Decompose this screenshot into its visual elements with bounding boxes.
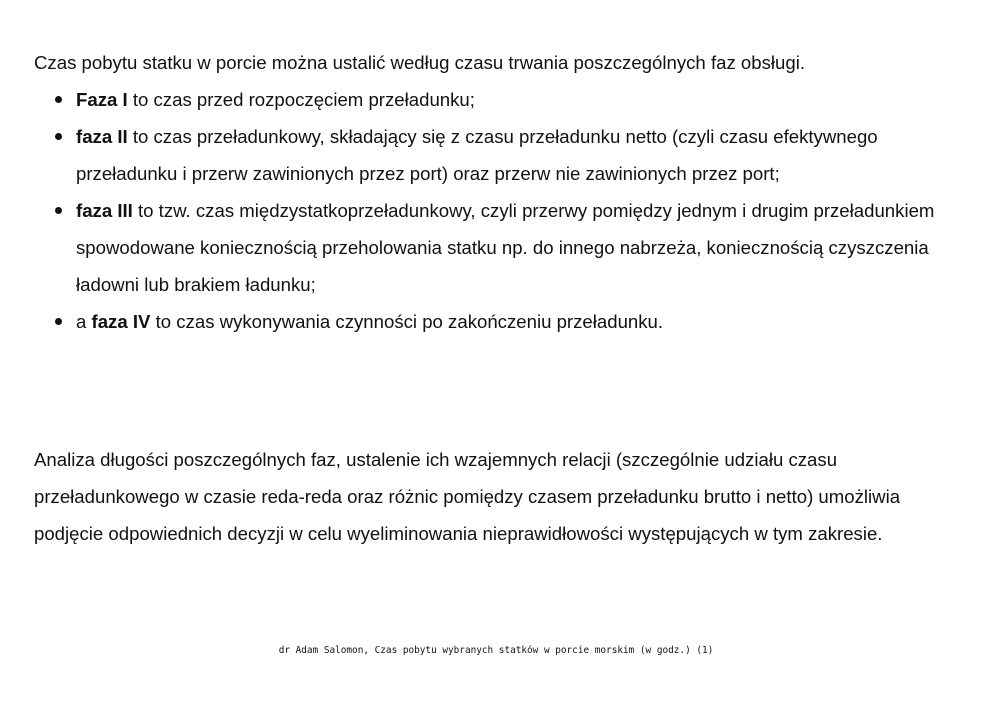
- phase-item-2: [34, 118, 954, 192]
- bullet-icon: [55, 207, 62, 214]
- phase-list: [34, 81, 954, 340]
- analysis-paragraph: Analiza długości poszczególnych faz, ustalenie ich wzajemnych relacji (szczególnie udziału czasu przeładunkowego w czasie reda-reda oraz różnic pomiędzy czasem przeładunku brutto i netto) umożliwia podjęcie odpowiednich decyzji w celu wyeliminowania nieprawidłowości występujących w tym zakresie.: [34, 449, 901, 544]
- phase-prefix: a: [76, 311, 92, 332]
- phase-description: to tzw. czas międzystatkoprzeładunkowy, czyli przerwy pomiędzy jednym i drugim przeładunkiem spowodowane koniecznością przeholowania statku np. do innego nabrzeża, koniecznością czyszczenia ładowni lub brakiem ładunku;: [76, 200, 935, 295]
- phase-item-4: [34, 303, 954, 340]
- phase-description: to czas wykonywania czynności po zakończeniu przeładunku.: [150, 311, 664, 332]
- bullet-icon: [55, 96, 62, 103]
- phase-term: Faza I: [76, 89, 128, 110]
- source-footer: dr Adam Salomon, Czas pobytu wybranych statków w porcie morskim (w godz.) (1): [278, 645, 714, 656]
- phase-term: faza III: [76, 200, 133, 221]
- phase-term: faza IV: [91, 311, 151, 332]
- phase-item-3: [34, 192, 954, 303]
- phase-description: to czas przeładunkowy, składający się z czasu przeładunku netto (czyli czasu efektywnego przeładunku i przerw zawinionych przez port) oraz przerw nie zawinionych przez port;: [76, 126, 878, 184]
- phase-description: to czas przed rozpoczęciem przeładunku;: [127, 89, 475, 110]
- bullet-icon: [55, 133, 62, 140]
- phase-term: faza II: [76, 126, 128, 147]
- bullet-icon: [55, 318, 62, 325]
- phase-item-1: [34, 81, 954, 118]
- intro-paragraph: Czas pobytu statku w porcie można ustalić według czasu trwania poszczególnych faz obsługi.: [34, 52, 805, 73]
